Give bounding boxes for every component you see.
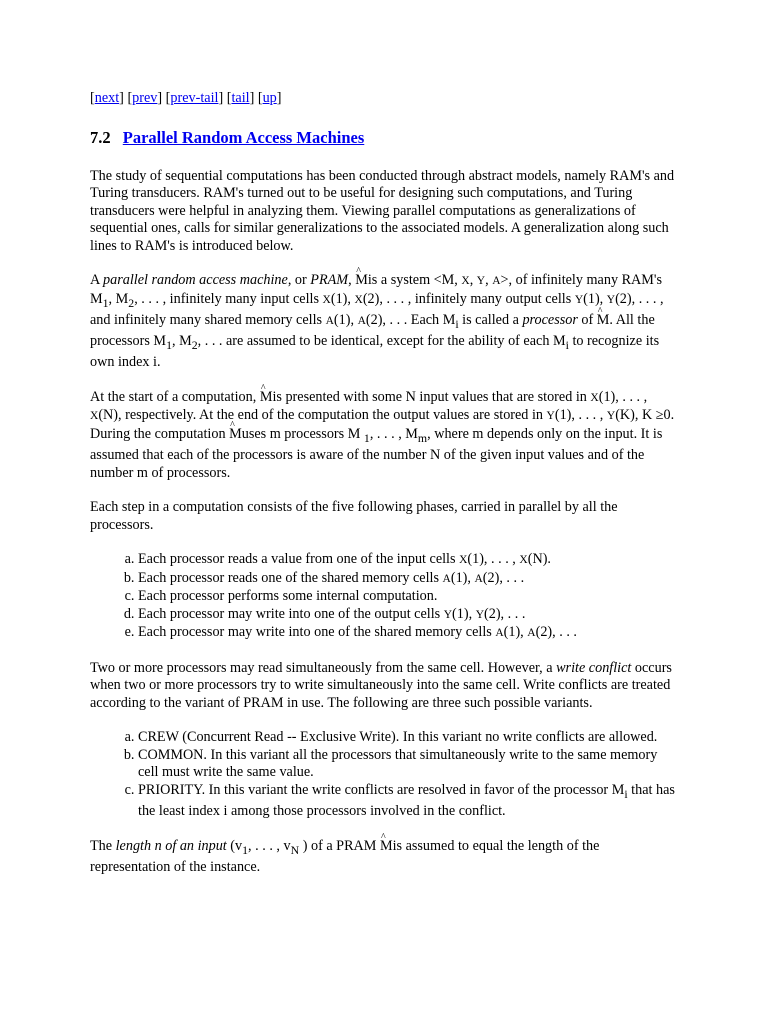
list-item: a. CREW (Concurrent Read -- Exclusive Write). In this variant no write conflicts are allowed. xyxy=(138,729,680,747)
paragraph-input-length: The length n of an input ($v_1$, . . . , $v_N$ ) of a PRAM ^ Mis assumed to equal the length of the representation of the instance. xyxy=(90,838,680,877)
nav-links: [next] [prev] [prev-tail] [tail] [up] xyxy=(90,90,282,106)
phases-list xyxy=(90,551,680,643)
list-item: b. Each processor reads one of the shared memory cells A(1), A(2), . . . xyxy=(138,570,680,589)
nav-tail-link[interactable]: tail xyxy=(231,90,250,106)
section-heading xyxy=(90,128,680,148)
paragraph-intro: The study of sequential computations has been conducted through abstract models, namely RAM's and Turing transducers. RAM's turned out to be useful for designing such computations, and Turing transducers were helpful in analyzing them. Viewing parallel computations as generalizations of sequential ones, calls for similar generalizations to the associated models. A generalization along such lines to RAM's is introduced below. xyxy=(90,167,675,254)
document-content xyxy=(90,90,680,893)
list-item: c. PRIORITY. In this variant the write conflicts are resolved in favor of the processor $M_i$ that has the least index i among those processors involved in the conflict. xyxy=(138,782,680,821)
nav-next-link[interactable]: next xyxy=(94,90,120,106)
list-item: d. Each processor may write into one of the output cells Y(1), Y(2), . . . xyxy=(138,606,680,625)
paragraph-pram-definition: A parallel random access machine, or PRAM, ^ Mis a system <M, X, Y, A>, of infinitely many RAM's $M_1$, $M_2$, . . . , infinitely many input cells X(1), X(2), . . . , infinitely many output cells Y(1), Y(2), . . . , and infinitely many shared memory cells A(1), A(2), . . . Each $M_i$ is called a processor of ^ M. All the processors $M_1$, $M_2$, . . . are assumed to be identical, except for the ability of each $M_i$ to recognize its own index i. xyxy=(90,272,680,372)
paragraph-write-conflict: Two or more processors may read simultaneously from the same cell. However, a write conflict occurs when two or more processors try to write simultaneously into the same cell. Write conflicts are treated according to the variant of PRAM in use. The following are three such possible variants. xyxy=(90,659,672,711)
section-title-link[interactable]: Parallel Random Access Machines xyxy=(122,127,365,147)
section-number: 7.2 xyxy=(90,127,111,147)
paragraph-phases-intro: Each step in a computation consists of the five following phases, carried in parallel by all the processors. xyxy=(90,499,618,533)
list-item: e. Each processor may write into one of the shared memory cells A(1), A(2), . . . xyxy=(138,624,680,643)
list-item: b. COMMON. In this variant all the processors that simultaneously write to the same memory cell must write the same value. xyxy=(138,747,680,782)
list-item: c. Each processor performs some internal computation. xyxy=(138,588,680,606)
nav-up-link[interactable]: up xyxy=(262,90,277,106)
variants-list xyxy=(90,729,680,820)
nav-prev-tail-link[interactable]: prev-tail xyxy=(170,90,219,106)
list-item: a. Each processor reads a value from one of the input cells X(1), . . . , X(N). xyxy=(138,551,680,570)
nav-prev-link[interactable]: prev xyxy=(132,90,158,106)
paragraph-computation-start: At the start of a computation, ^ Mis presented with some N input values that are stored in X(1), . . . , X(N), respectively. At the end of the computation the output values are stored in Y(1), . . . , Y(K), K ≥0. During the computation ^ Muses m processors M $_1$, . . . , $M_m$, where m depends only on the input. It is assumed that each of the processors is aware of the number N of the given input values and of the number m of processors. xyxy=(90,389,680,482)
